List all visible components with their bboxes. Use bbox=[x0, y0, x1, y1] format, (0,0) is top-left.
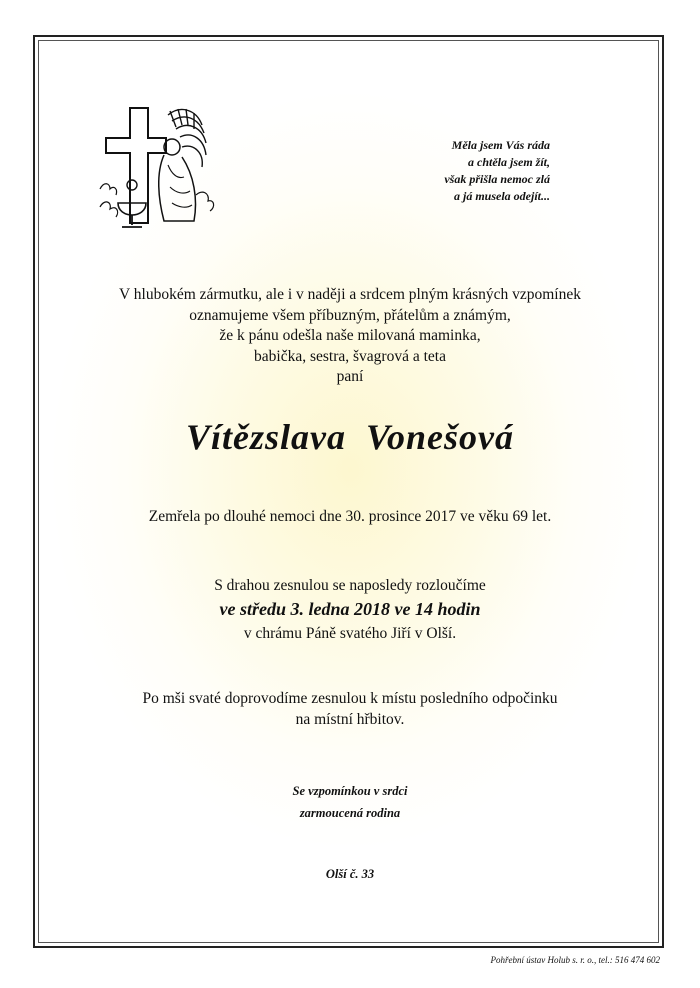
signature-line: zarmoucená rodina bbox=[299, 806, 401, 820]
farewell-place: v chrámu Páně svatého Jiří v Olší. bbox=[243, 625, 457, 642]
poem-line: však přišla nemoc zlá bbox=[444, 172, 550, 186]
announcement-line: že k pánu odešla naše milovaná maminka, bbox=[219, 327, 481, 344]
announcement bbox=[60, 285, 640, 388]
farewell-date: ve středu 3. ledna 2018 ve 14 hodin bbox=[219, 599, 481, 619]
announcement-line: paní bbox=[336, 368, 364, 385]
farewell-intro: S drahou zesnulou se naposledy rozloučíme bbox=[214, 577, 486, 594]
announcement-line: V hlubokém zármutku, ale i v naději a srdcem plným krásných vzpomínek bbox=[118, 286, 581, 303]
poem bbox=[430, 137, 550, 205]
signature bbox=[60, 780, 640, 824]
announcement-line: oznamujeme všem příbuzným, přátelům a známým, bbox=[189, 306, 511, 324]
death-notice: Zemřela po dlouhé nemoci dne 30. prosince 2017 ve věku 69 let. bbox=[148, 508, 552, 525]
poem-line: a chtěla jsem žít, bbox=[468, 155, 550, 169]
burial-info bbox=[60, 688, 640, 730]
burial-line: Po mši svaté doprovodíme zesnulou k místu posledního odpočinku bbox=[142, 690, 558, 707]
burial-line: na místní hřbitov. bbox=[295, 711, 405, 728]
family-address: Olší č. 33 bbox=[325, 867, 375, 881]
poem-line: Měla jsem Vás ráda bbox=[451, 138, 550, 152]
funeral-home-footer: Pohřební ústav Holub s. r. o., tel.: 516 474 602 bbox=[490, 955, 660, 965]
signature-line: Se vzpomínkou v srdci bbox=[292, 784, 408, 798]
farewell-info bbox=[60, 574, 640, 645]
announcement-line: babička, sestra, švagrová a teta bbox=[254, 347, 446, 365]
deceased-name: Vítězslava Vonešová bbox=[185, 417, 514, 457]
poem-line: a já musela odejít... bbox=[454, 189, 550, 203]
cross-angel-chalice-icon bbox=[98, 103, 216, 233]
